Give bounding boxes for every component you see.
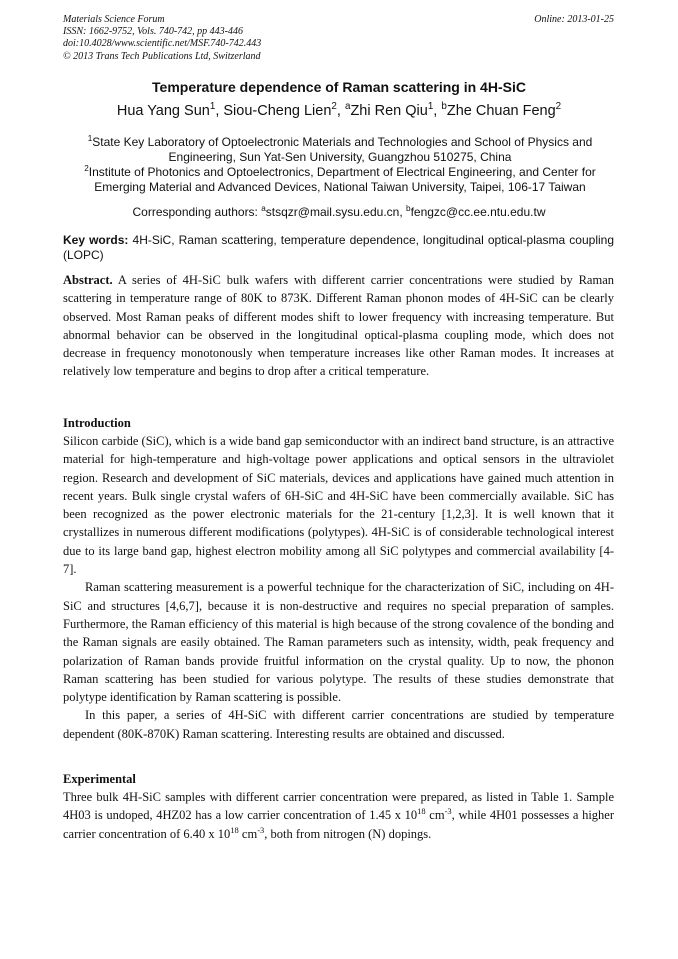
affiliation-number: 2 bbox=[84, 164, 89, 173]
issn-line: ISSN: 1662-9752, Vols. 740-742, pp 443-446 bbox=[63, 26, 243, 38]
affiliation bbox=[66, 135, 614, 165]
paper-title: Temperature dependence of Raman scattering in 4H-SiC bbox=[152, 79, 526, 95]
email-link[interactable]: fengzc@cc.ee.ntu.edu.tw bbox=[410, 205, 546, 219]
affiliation-text: Institute of Photonics and Optoelectronics, Department of Electrical Engineering, and Center for Emerging Material and Advanced Devices, National Taiwan University, Taipei, 106-17 Taiwan bbox=[88, 165, 596, 194]
keywords bbox=[63, 233, 614, 263]
journal-name: Materials Science Forum bbox=[63, 14, 165, 25]
affiliation-number: 1 bbox=[87, 134, 93, 143]
section-heading: Experimental bbox=[63, 772, 136, 786]
paragraph: Raman scattering measurement is a powerful technique for the characterization of SiC, including on 4H-SiC and structures [4,6,7], because it is non-destructive and requires no special preparation of samples. Furthermore, the Raman efficiency of this material is high because of the strong covalence of the bonding and the Raman signals are easily obtained. The Raman parameters such as intensity, width, peak frequency and polarization of Raman bands provide fruitful information on the crystal quality. Up to now, the phonon Raman scattering has been studied for various polytype. The results of these studies demonstrate that polytype identification by Raman scattering is possible. bbox=[63, 580, 614, 705]
author-name: Siou-Cheng Lien bbox=[223, 103, 332, 119]
text-run: , while 4H01 possesses a higher carrier concentration of 6.40 x 10 bbox=[63, 808, 615, 841]
experimental-body bbox=[63, 788, 614, 843]
exponent: 18 bbox=[417, 806, 426, 817]
email-mark: b bbox=[406, 204, 411, 213]
keywords-label: Key words: bbox=[63, 233, 129, 247]
exponent: 18 bbox=[230, 824, 239, 835]
text-run: cm bbox=[425, 808, 445, 823]
author-corresp-mark: b bbox=[441, 101, 447, 113]
section-heading: Introduction bbox=[63, 416, 131, 430]
author-name: Zhi Ren Qiu bbox=[350, 103, 428, 119]
copyright-line: © 2013 Trans Tech Publications Ltd, Switzerland bbox=[63, 50, 261, 62]
introduction-body bbox=[63, 432, 614, 743]
abstract-text: A series of 4H-SiC bulk wafers with different carrier concentrations were studied by Raman scattering in temperature range of 80K to 873K. Different Raman phonon modes of 4H-SiC can be clearly observed. Most Raman peaks of different modes shift to lower frequency with increasing temperature. But abnormal behavior can be observed in the longitudinal optical-plasma coupling mode, which does not decrease in frequency monotonously when temperature increases like other Raman modes. It increases at relatively low temperature and begins to drop after a critical temperature. bbox=[63, 273, 614, 379]
journal-header bbox=[63, 14, 261, 63]
author-name: Zhe Chuan Feng bbox=[446, 103, 556, 119]
email-mark: a bbox=[261, 204, 266, 213]
text-run: Three bulk 4H-SiC samples with different carrier concentration were prepared, as listed in Table 1. Sample 4H03 is undoped, 4HZ02 has a low carrier concentration of 1.45 x 10 bbox=[63, 790, 614, 823]
doi-line: doi:10.4028/www.scientific.net/MSF.740-742.443 bbox=[63, 38, 262, 50]
exponent: -3 bbox=[444, 806, 452, 817]
text-run: , both from nitrogen (N) dopings. bbox=[264, 826, 432, 841]
text-run: cm bbox=[238, 826, 258, 841]
email-link[interactable]: stsqzr@mail.sysu.edu.cn bbox=[265, 205, 400, 219]
exponent: -3 bbox=[257, 824, 265, 835]
author-affil-mark: 1 bbox=[209, 101, 216, 113]
paragraph: In this paper, a series of 4H-SiC with different carrier concentrations are studied by temperature dependent (80K-870K) Raman scattering. Interesting results are obtained and discussed. bbox=[63, 708, 614, 741]
affiliation-text: State Key Laboratory of Optoelectronic Materials and Technologies and School of Physics and Engineering, Sun Yat-Sen University, Guangzhou 510275, China bbox=[92, 135, 593, 164]
abstract-label: Abstract. bbox=[63, 273, 113, 287]
author-affil-mark: 2 bbox=[555, 101, 562, 113]
keywords-text: 4H-SiC, Raman scattering, temperature dependence, longitudinal optical-plasma coupling (LOPC) bbox=[63, 233, 614, 262]
corresponding-label: Corresponding authors: bbox=[132, 205, 262, 219]
paragraph: Silicon carbide (SiC), which is a wide band gap semiconductor with an indirect band structure, is an attractive material for high-temperature and high-voltage power applications and optical sensors in the ultraviolet region. Research and development of SiC materials, devices and applications have gained much attention in recent years. Bulk single crystal wafers of 6H-SiC and 4H-SiC have been commercially available. SiC has been recognized as the power electronic materials for the 21-century [1,2,3]. It is well known that it crystallizes in numerous different modifications (polytypes). 4H-SiC is of considerable technological interest due to its large band gap, highest electron mobility among all SiC polytypes and commercial availability [4-7]. bbox=[63, 434, 614, 577]
abstract bbox=[63, 271, 614, 381]
author-name: Hua Yang Sun bbox=[116, 103, 210, 119]
separator: , bbox=[399, 205, 407, 219]
corresponding-authors bbox=[0, 205, 678, 219]
author-corresp-mark: a bbox=[344, 101, 351, 113]
author-list: Hua Yang Sun$^1$, Siou-Cheng Lien$^2$, $^a$Zhi Ren Qiu$^1$, $^b$Zhe Chuan Feng$^2$ bbox=[116, 101, 562, 119]
author-affil-mark: 1 bbox=[427, 101, 434, 113]
online-date: Online: 2013-01-25 bbox=[534, 14, 614, 25]
affiliation bbox=[66, 165, 614, 195]
author-affil-mark: 2 bbox=[331, 101, 337, 113]
